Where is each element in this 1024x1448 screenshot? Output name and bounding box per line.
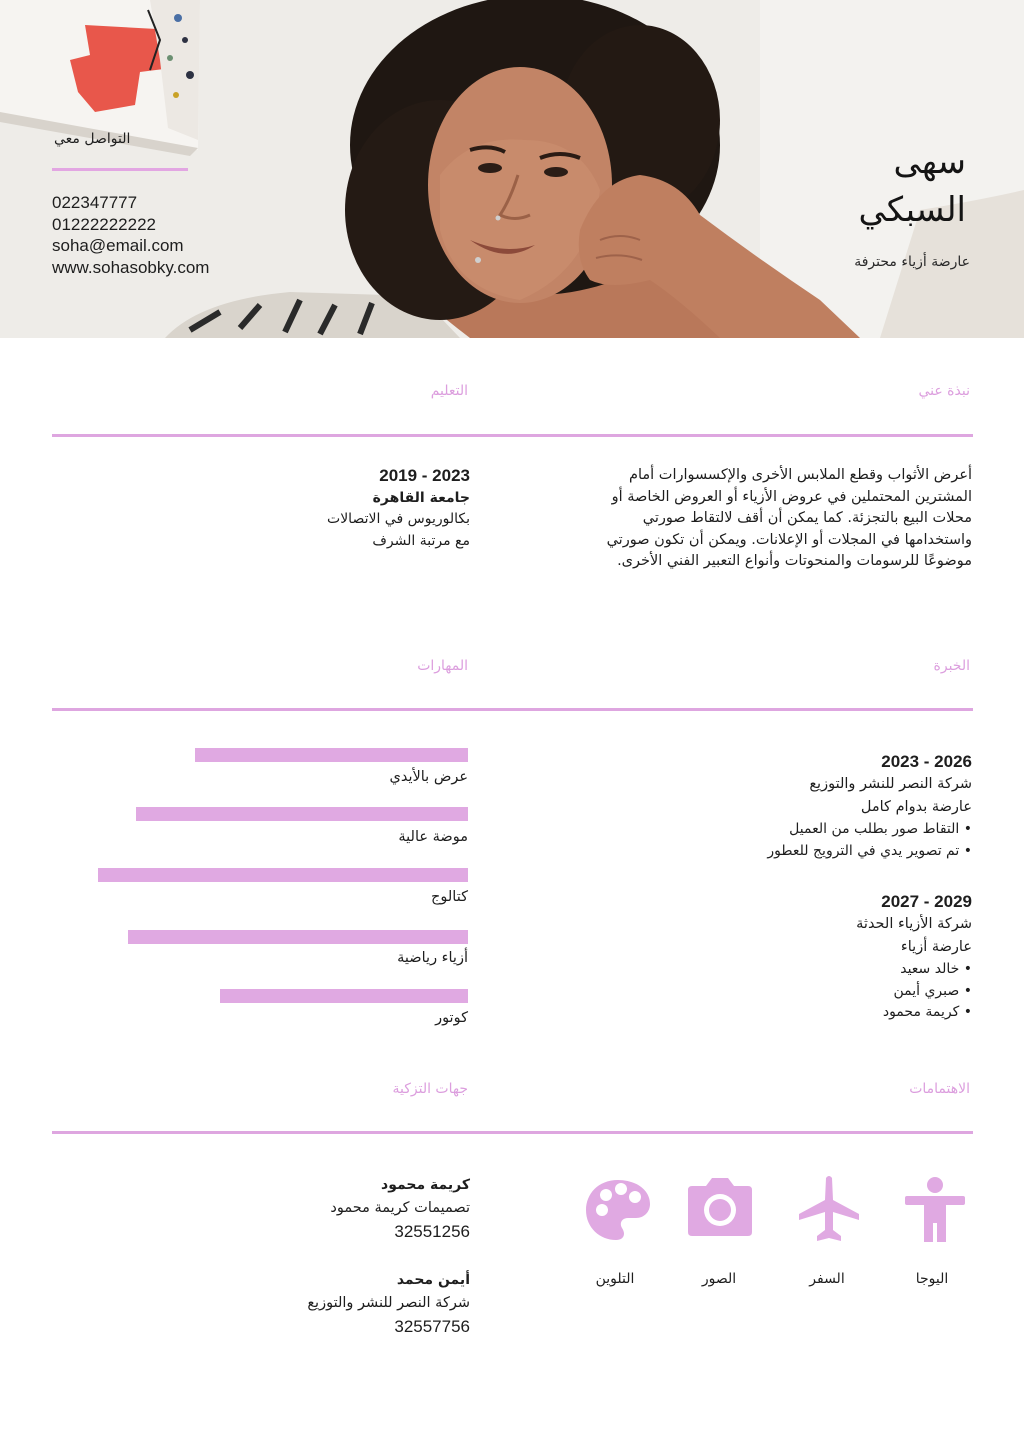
skill-bar [195, 748, 468, 762]
reference-phone: 32557756 [394, 1317, 470, 1336]
education-degree: بكالوريوس في الاتصالات [327, 511, 470, 527]
education-school: جامعة القاهرة [372, 490, 470, 506]
skill-bar [98, 868, 468, 882]
experience-company: شركة الأزياء الحدثة [856, 916, 972, 932]
experience-entry [572, 891, 972, 1024]
phone-landline: 022347777 [52, 193, 138, 212]
experience-company: شركة النصر للنشر والتوزيع [809, 776, 972, 792]
section-divider-3 [52, 1131, 973, 1134]
reference-company: شركة النصر للنشر والتوزيع [307, 1295, 470, 1311]
airplane-icon [793, 1174, 865, 1246]
section-divider-2 [52, 708, 973, 711]
reference-entry [150, 1174, 470, 1244]
phone-mobile: 01222222222 [52, 214, 157, 234]
job-title: عارضة أزياء محترفة [854, 254, 970, 270]
experience-point: • كريمة محمود [572, 1002, 972, 1024]
experience-heading: الخبرة [933, 658, 970, 674]
contact-divider [52, 168, 188, 171]
references-heading: جهات التزكية [392, 1081, 468, 1097]
skill-label: أزياء رياضية [397, 950, 468, 966]
experience-point: • صبري أيمن [572, 981, 972, 1003]
about-heading: نبذة عني [918, 383, 970, 399]
interest-label: اليوجا [915, 1271, 949, 1287]
section-divider-1 [52, 434, 973, 437]
header-banner [0, 0, 1024, 338]
experience-point: • تم تصوير يدي في الترويج للعطور [572, 841, 972, 863]
reference-phone: 32551256 [394, 1222, 470, 1241]
website-link[interactable]: www.sohasobky.com [52, 257, 210, 277]
interest-label: التلوين [595, 1271, 635, 1287]
experience-point: • خالد سعيد [572, 959, 972, 981]
last-name: السبكي [858, 190, 966, 230]
interest-label: السفر [809, 1271, 845, 1287]
education-heading: التعليم [430, 383, 468, 399]
reference-company: تصميمات كريمة محمود [330, 1200, 470, 1216]
education-years: 2023 - 2019 [379, 466, 470, 485]
email-address[interactable]: soha@email.com [52, 236, 184, 255]
skill-label: كوتور [435, 1010, 468, 1026]
interests-heading: الاهتمامات [909, 1081, 970, 1097]
reference-name: كريمة محمود [381, 1177, 470, 1193]
experience-points [572, 819, 972, 862]
interest-label: الصور [701, 1271, 737, 1287]
skill-label: عرض بالأيدي [389, 769, 468, 785]
skill-bar [220, 989, 468, 1003]
full-name [706, 138, 966, 234]
about-text: أعرض الأثواب وقطع الملابس الأخرى والإكسسوارات أمام المشترين المحتملين في عروض الأزياء أو العروض الخاصة أو محلات البيع بالتجزئة. كما يمكن أن أقف لالتقاط صورتي واستخدامها في المجلات أو الإعلانات. ويمكن أن تكون صورتي موضوعًا للرسومات والمنحوتات وأنواع التعبير الفني الأخرى. [606, 467, 972, 570]
skill-label: كتالوج [431, 889, 468, 905]
palette-icon [582, 1174, 654, 1246]
camera-icon [684, 1174, 756, 1246]
skill-label: موضة عالية [398, 829, 468, 845]
experience-entry [572, 751, 972, 862]
reference-name: أيمن محمد [396, 1272, 470, 1288]
experience-role: عارضة أزياء [900, 939, 972, 955]
skills-heading: المهارات [417, 658, 468, 674]
experience-years: 2029 - 2027 [881, 892, 972, 911]
yoga-person-icon [899, 1174, 971, 1246]
experience-years: 2026 - 2023 [881, 752, 972, 771]
contact-list [52, 192, 209, 278]
skill-bar [128, 930, 468, 944]
experience-role: عارضة بدوام كامل [860, 799, 972, 815]
education-entry [170, 465, 470, 552]
experience-points [572, 959, 972, 1024]
first-name: سهى [893, 142, 966, 182]
contact-heading: التواصل معي [54, 131, 131, 147]
reference-entry [150, 1269, 470, 1339]
education-honors: مع مرتبة الشرف [372, 532, 470, 549]
skill-bar [136, 807, 468, 821]
experience-point: • التقاط صور بطلب من العميل [572, 819, 972, 841]
